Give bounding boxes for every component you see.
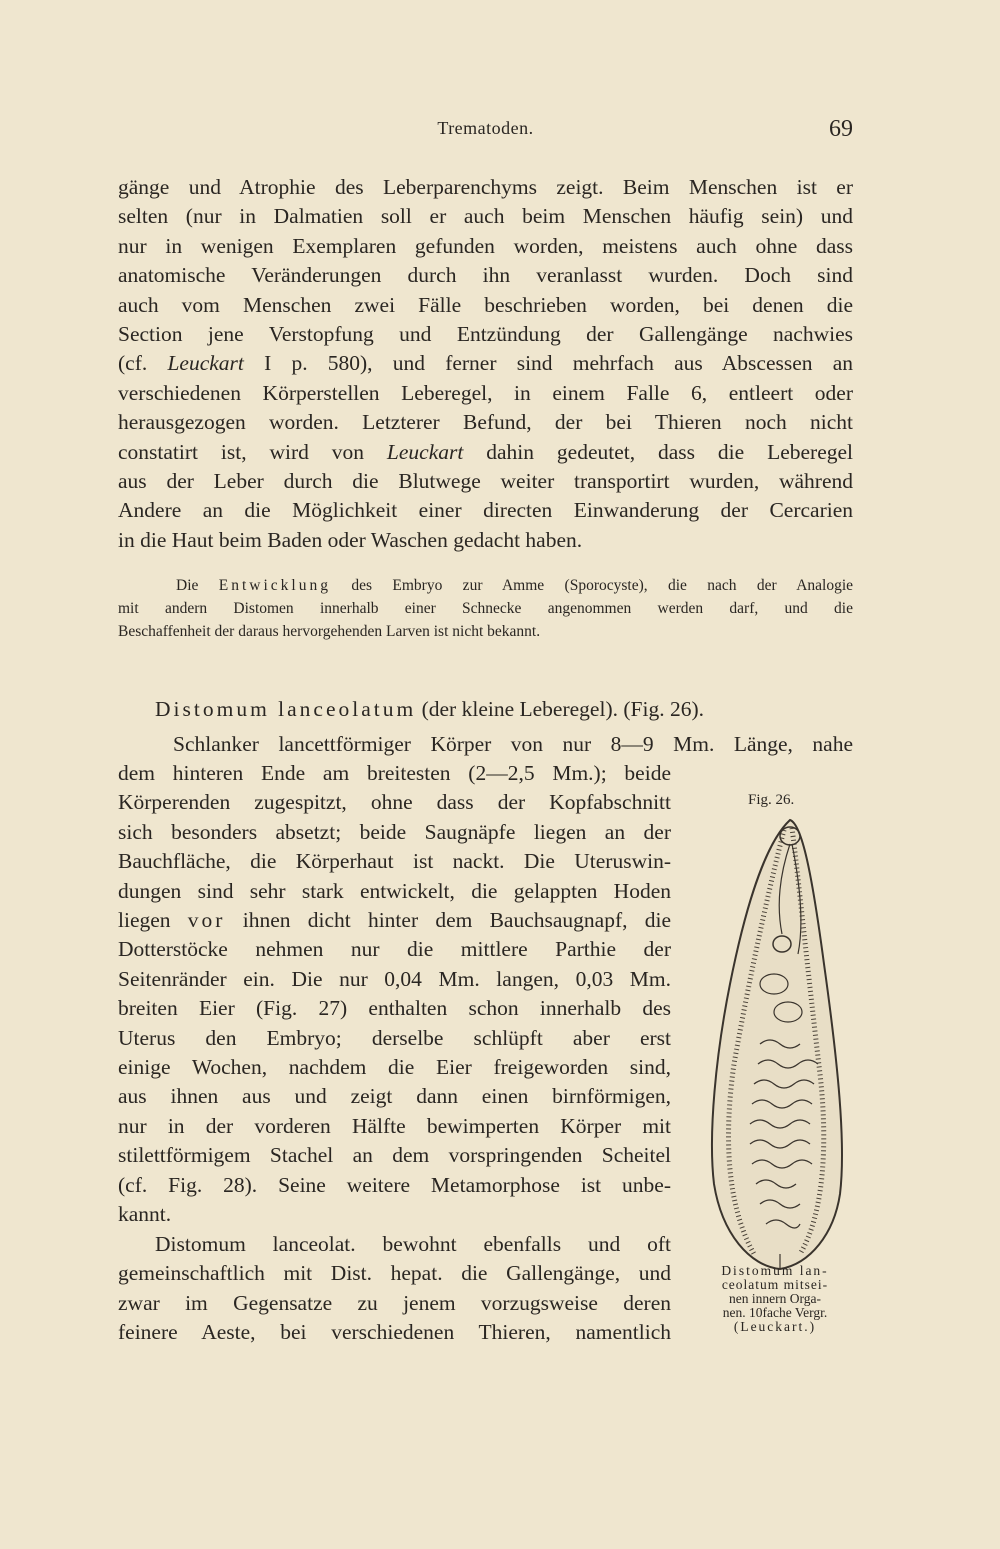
text-line: Körperenden zugespitzt, ohne dass der Kopfabschnitt (118, 790, 671, 815)
text-line: nur in wenigen Exemplaren gefunden worden, meistens auch ohne dass (118, 233, 853, 258)
line-end: dahin gedeutet, dass die Leberegel (486, 439, 854, 464)
running-head (118, 118, 853, 148)
text-line: feinere Aeste, bei verschiedenen Thieren, namentlich (118, 1320, 671, 1345)
word-liegen: liegen (118, 908, 171, 933)
small-line: mit andern Distomen innerhalb einer Schnecke angenommen werden darf, und die (118, 600, 853, 617)
text-line: kannt. (118, 1202, 172, 1227)
text-line: dungen sind sehr stark entwickelt, die gelappten Hoden (118, 878, 671, 903)
text-line: dem hinteren Ende am breitesten (2—2,5 Mm.); beide (118, 761, 671, 785)
caption-line: Distomum lan- (721, 1263, 829, 1278)
line-rest: ihnen dicht hinter dem Bauchsaugnapf, die (242, 908, 672, 933)
text-line: gänge und Atrophie des Leberparenchyms zeigt. Beim Menschen ist er (118, 175, 853, 199)
description-column (118, 759, 671, 1230)
small-line: Beschaffenheit der daraus hervorgehenden Larven ist nicht bekannt. (118, 623, 541, 640)
species-rest: (der kleine Leberegel). (Fig. 26). (421, 697, 704, 721)
text-line: Seitenränder ein. Die nur 0,04 Mm. langen, 0,03 Mm. (118, 966, 671, 991)
page-number: 69 (829, 116, 853, 142)
text-line-cf (118, 349, 853, 378)
text-line: einige Wochen, nachdem die Eier freigeworden sind, (118, 1055, 671, 1080)
author-leuckart: Leuckart (167, 351, 244, 376)
text-line-author (118, 438, 853, 467)
text-line: gemeinschaftlich mit Dist. hepat. die Gallengänge, und (118, 1261, 671, 1286)
small-text: des Embryo zur Amme (Sporocyste), die nach der Analogie (351, 577, 854, 594)
text-line: (cf. Fig. 28). Seine weitere Metamorphose ist unbe- (118, 1172, 671, 1197)
text-line-vor (118, 906, 671, 935)
cf-prefix: (cf. (118, 351, 148, 376)
text-line: verschiedenen Körperstellen Leberegel, in einem Falle 6, entleert oder (118, 380, 853, 405)
text-line: in die Haut beim Baden oder Waschen gedacht haben. (118, 527, 583, 552)
text-line: aus der Leber durch die Blutwege weiter transportirt wurden, während (118, 469, 853, 494)
caption-line: (Leuckart.) (733, 1319, 817, 1334)
text-line: Andere an die Möglichkeit einer directen Einwanderung der Cercarien (118, 498, 853, 523)
habitat-paragraph (118, 1230, 671, 1348)
caption-line: nen innern Orga- (729, 1291, 821, 1306)
text-line: stilettförmigem Stachel an dem vorspringenden Scheitel (118, 1143, 671, 1168)
species-heading (155, 697, 855, 722)
text-line: aus ihnen aus und zeigt dann einen birnförmigen, (118, 1084, 671, 1109)
distomum-illustration (700, 814, 850, 1274)
author-leuckart-2: Leuckart (386, 439, 464, 464)
text-line: nur in der vorderen Hälfte bewimperten Körper mit (118, 1113, 671, 1138)
cf-rest: I p. 580), und ferner sind mehrfach aus Abscessen an (264, 351, 854, 376)
text-line: sich besonders absetzt; beide Saugnäpfe liegen an der (118, 819, 671, 844)
text-line: breiten Eier (Fig. 27) enthalten schon innerhalb des (118, 996, 671, 1021)
figure-caption (695, 1264, 855, 1334)
text-line: Dotterstöcke nehmen nur die mittlere Parthie der (118, 937, 671, 962)
text-line: anatomische Veränderungen durch ihn veranlasst wurden. Doch sind (118, 263, 853, 288)
text-line: Uterus den Embryo; derselbe schlüpft aber erst (118, 1025, 671, 1050)
text-line: zwar im Gegensatze zu jenem vorzugsweise deren (118, 1290, 671, 1315)
word-vor: vor (187, 908, 226, 933)
text-line: Bauchfläche, die Körperhaut ist nackt. Die Uteruswin- (118, 849, 671, 874)
spaced-word: Entwicklung (218, 577, 331, 594)
text-line: auch vom Menschen zwei Fälle beschrieben worden, bei denen die (118, 292, 853, 317)
small-paragraph (118, 574, 853, 643)
text-line: Distomum lanceolat. bewohnt ebenfalls und oft (155, 1232, 671, 1256)
paragraph-1 (118, 173, 853, 555)
small-line-1 (118, 574, 853, 597)
species-name: Distomum lanceolatum (155, 697, 417, 721)
text-line: herausgezogen worden. Letzterer Befund, der bei Thieren noch nicht (118, 410, 853, 435)
small-lead: Die (176, 577, 199, 594)
text-line: selten (nur in Dalmatien soll er auch beim Menschen häufig sein) und (118, 204, 853, 229)
running-title: Trematoden. (437, 118, 534, 138)
text-line: Schlanker lancettförmiger Körper von nur 8—9 Mm. Länge, nahe (173, 732, 853, 756)
line-start: constatirt ist, wird von (118, 439, 365, 464)
text-line: Section jene Verstopfung und Entzündung der Gallengänge nachwies (118, 322, 853, 347)
figure-label: Fig. 26. (748, 792, 795, 808)
caption-line: ceolatum mitsei- (721, 1277, 829, 1292)
description-first-line (173, 730, 853, 759)
caption-line: nen. 10fache Vergr. (722, 1305, 828, 1320)
